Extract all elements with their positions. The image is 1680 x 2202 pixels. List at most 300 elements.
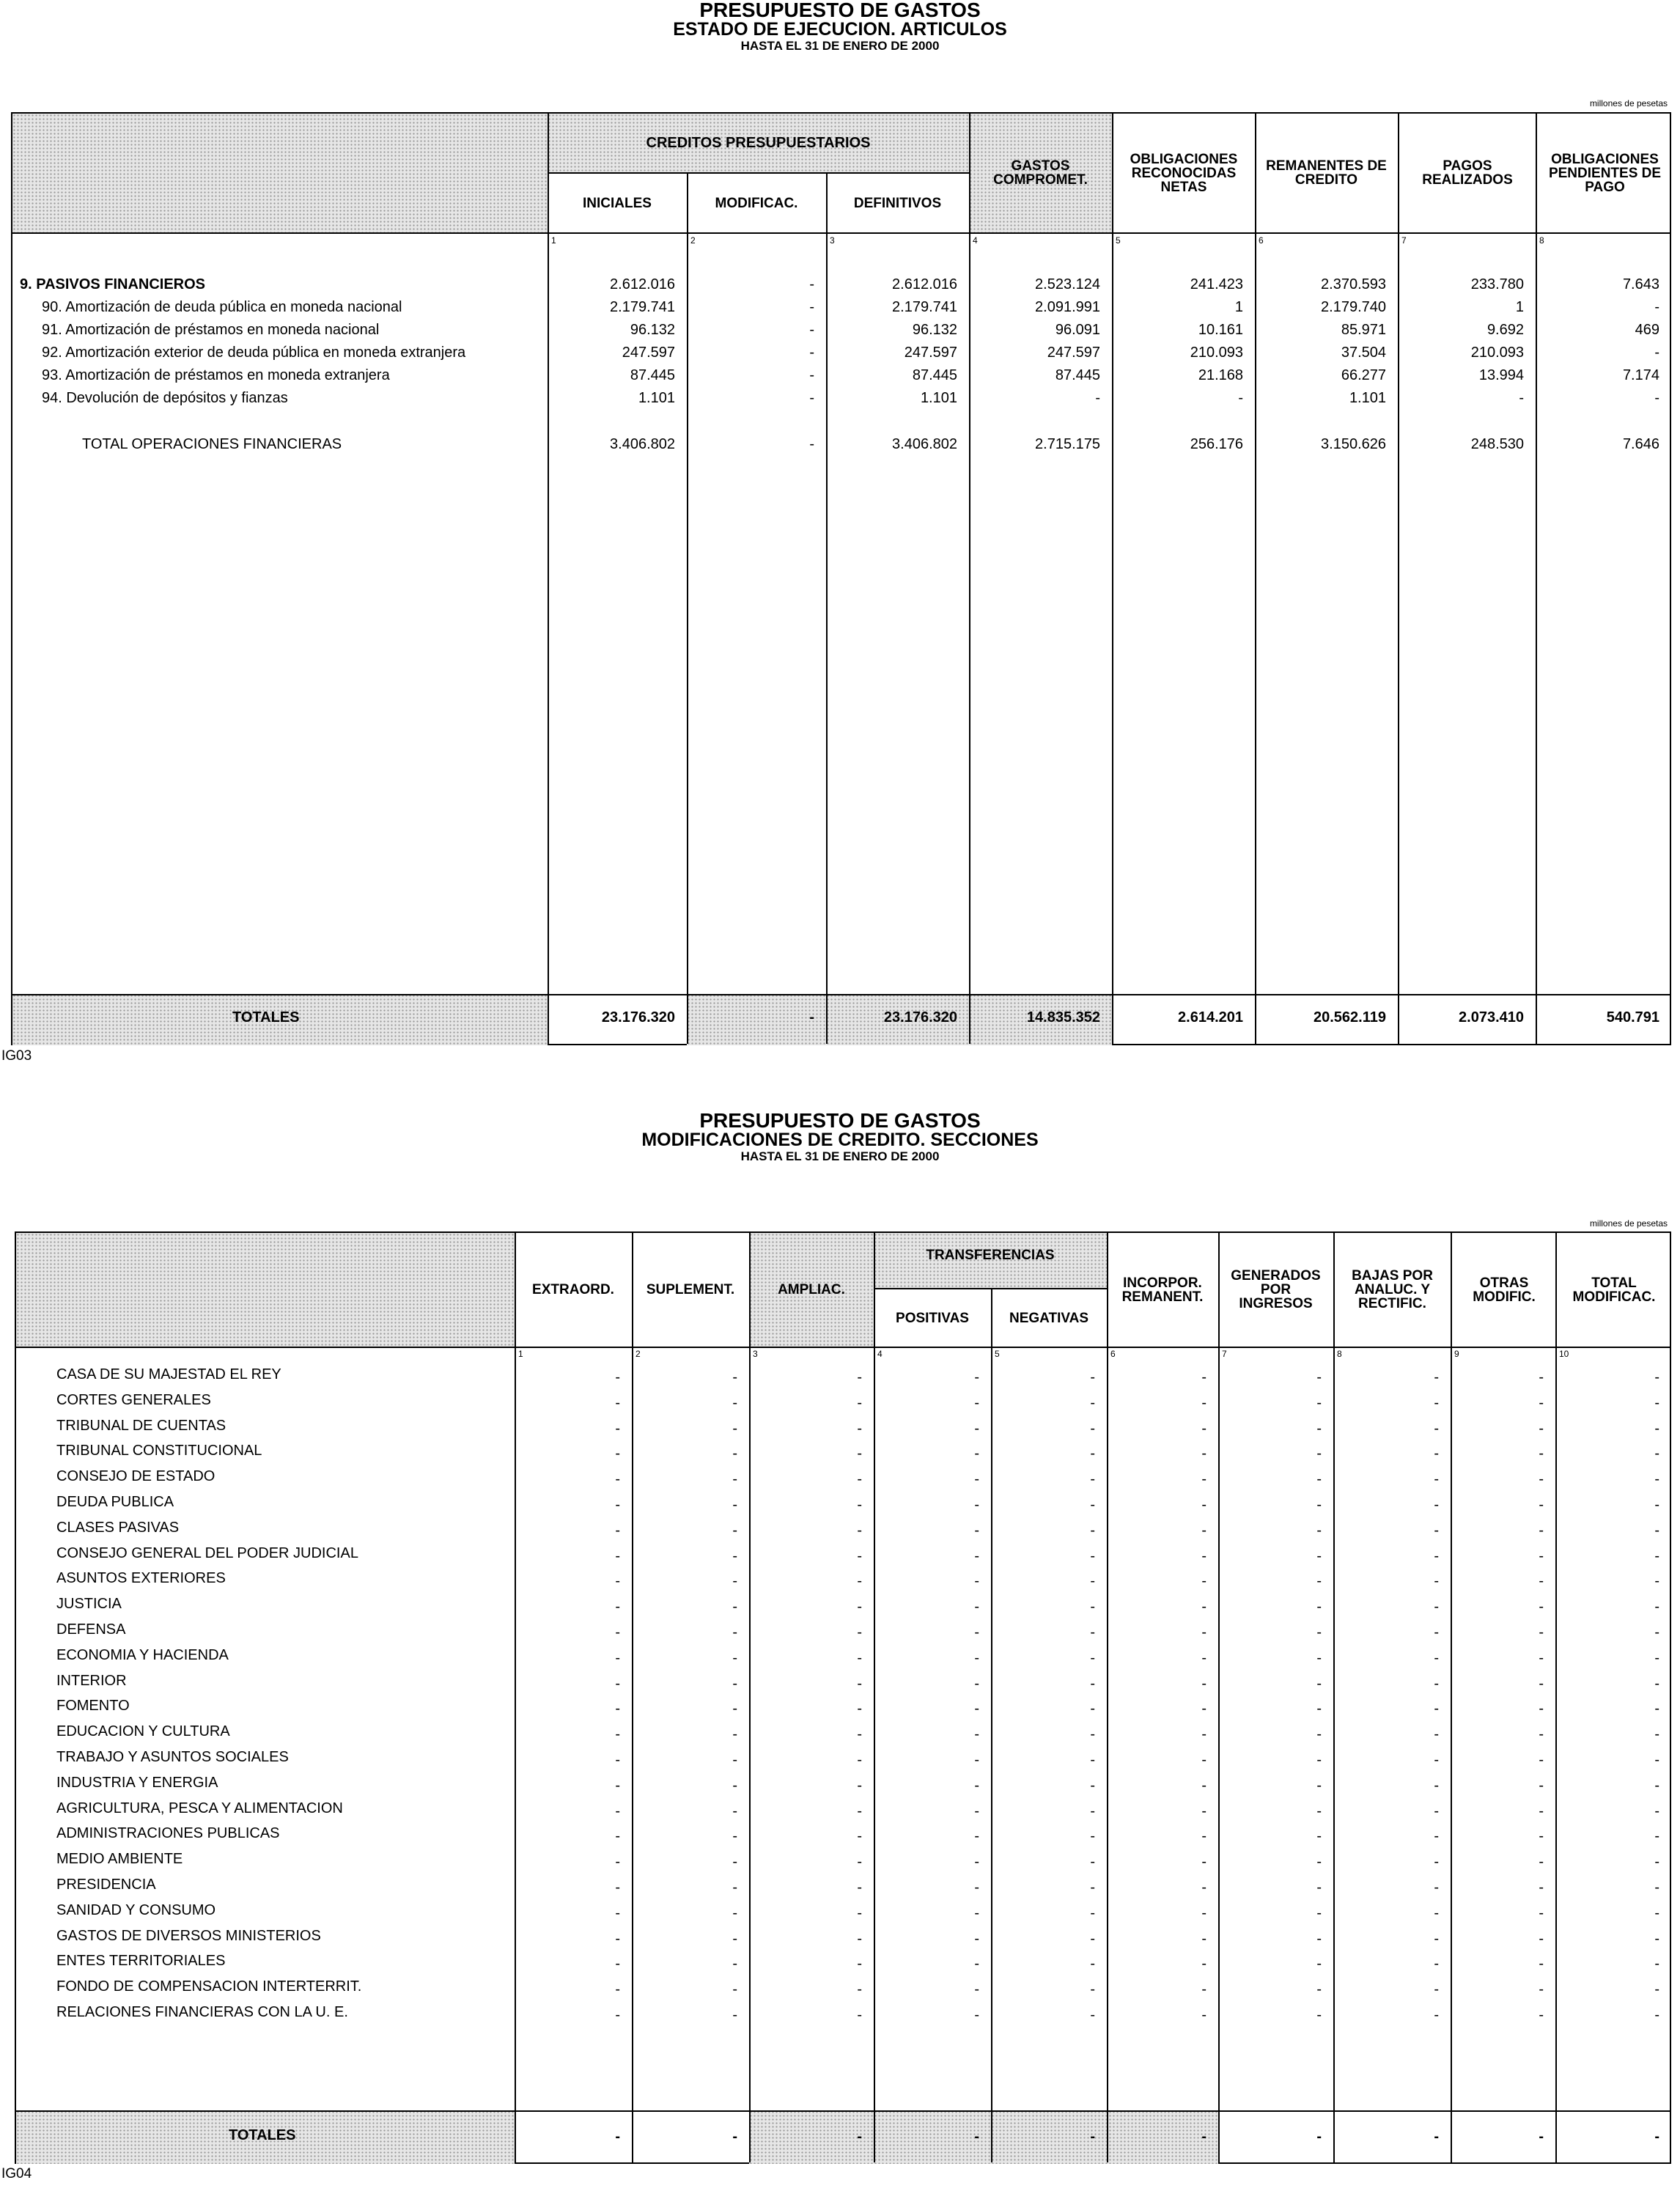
table1-cell: 2.523.124 [1035,276,1100,292]
table1-totals-top [12,994,1670,995]
table1-cell: - [809,367,814,383]
table2-cell: - [732,1547,737,1564]
table2-cell: - [1316,1394,1322,1411]
table2-cell: - [1201,1675,1206,1692]
table2-cell: - [732,1777,737,1794]
table2-cell: - [857,1726,862,1743]
table2-cell: - [1539,1930,1544,1947]
table2-units: millones de pesetas [1589,1218,1668,1229]
table1 [11,112,1671,1045]
table2-header-otras: OTRAS MODIFIC. [1473,1275,1536,1305]
table2-header-total: TOTAL MODIFICAC. [1572,1275,1656,1305]
table2-cell: - [1316,1701,1322,1717]
table2-cell: - [1090,1446,1095,1462]
table2-col-divider [1333,1233,1335,2162]
table1-title: PRESUPUESTO DE GASTOS [699,0,981,21]
table1-row-label: 94. Devolución de depósitos y fianzas [42,390,288,406]
table2-cell: - [1090,1726,1095,1743]
table2-cell: - [1090,1624,1095,1641]
table2-cell: - [1434,1394,1439,1411]
table2-cell: - [857,1956,862,1973]
table2-cell: - [615,1675,620,1692]
table1-col-divider [1112,114,1113,1044]
table2-cell: - [732,1904,737,1921]
table1-row-label: 90. Amortización de deuda pública en moneda nacional [42,299,402,315]
table2-cell: - [1539,1573,1544,1590]
table2-total-cell: - [1201,2129,1206,2145]
table1-cell: 13.994 [1478,367,1524,383]
table2-header-incorpor: INCORPOR. REMANENT. [1121,1275,1204,1305]
table1-cell: 2.715.175 [1035,436,1100,452]
table1-cell: 3.150.626 [1321,436,1386,452]
table2-cell: - [732,1752,737,1768]
table2-cell: - [1654,1879,1659,1896]
table1-row-label: TOTAL OPERACIONES FINANCIERAS [82,436,342,452]
table2-cell: - [1316,1726,1322,1743]
table2-row-label: RELACIONES FINANCIERAS CON LA U. E. [56,2004,348,2020]
table2-col-divider [874,1233,875,2162]
table2-header-extraord: EXTRAORD. [532,1282,614,1297]
table2-cell: - [974,1726,979,1743]
table2-cell: - [1316,1956,1322,1973]
table2-cell: - [732,1981,737,1998]
table1-col-divider [1398,114,1399,1044]
table2-cell: - [1654,1420,1659,1437]
table2-cell: - [1539,1803,1544,1819]
table2-cell: - [1654,1573,1659,1590]
table2-cell: - [1539,1446,1544,1462]
table1-cell: 87.445 [630,367,675,383]
table2-row-label: CONSEJO DE ESTADO [56,1468,215,1485]
table2-cell: - [1654,1624,1659,1641]
table1-col-divider [969,114,970,1044]
table2-cell: - [1434,1649,1439,1666]
table2-cell: - [1201,1394,1206,1411]
table2-total-cell: - [1654,2129,1659,2145]
table2-cell: - [1201,1854,1206,1871]
table2-row-label: ASUNTOS EXTERIORES [56,1570,226,1587]
table1-cell: - [809,299,814,315]
table2-cell: - [732,1649,737,1666]
table1-cell: - [1095,390,1100,406]
table2-cell: - [1539,1394,1544,1411]
table2-cell: - [1434,1981,1439,1998]
table2-cell: - [615,1828,620,1845]
table2-cell: - [1090,1547,1095,1564]
table1-cell: 1.101 [920,390,957,406]
table2-cell: - [857,1522,862,1539]
table1-col-number: 6 [1259,235,1264,246]
table1-cell: 241.423 [1190,276,1243,292]
table2-cell: - [1201,1420,1206,1437]
table2-cell: - [974,1879,979,1896]
table2-header-positivas: POSITIVAS [896,1310,969,1326]
table1-cell: 210.093 [1190,345,1243,361]
table1-cell: 233.780 [1470,276,1524,292]
table2-cell: - [974,1599,979,1616]
table2-cell: - [1434,1828,1439,1845]
table1-cell: 247.597 [1047,345,1100,361]
table1-col-divider [1255,114,1256,1044]
table2-cell: - [1090,1879,1095,1896]
table1-cell: 2.179.741 [892,299,957,315]
table2-cell: - [1316,1497,1322,1513]
table2-col-divider [991,1288,992,2162]
table2-cell: - [1654,1675,1659,1692]
table1-col-divider [1536,114,1537,1044]
table2-cell: - [1201,1726,1206,1743]
table2-cell: - [1654,1752,1659,1768]
table2-row-label: CASA DE SU MAJESTAD EL REY [56,1366,281,1382]
table1-col-number: 7 [1401,235,1407,246]
table2-cell: - [1434,1726,1439,1743]
table2-cell: - [1434,1471,1439,1488]
table2-cell: - [857,1446,862,1462]
table1-cell: 87.445 [912,367,957,383]
table2-cell: - [1539,1726,1544,1743]
table2-cell: - [1434,1803,1439,1819]
table2-cell: - [1316,1420,1322,1437]
table2-cell: - [1539,2007,1544,2023]
table1-col-number: 2 [690,235,696,246]
table2-cell: - [974,1904,979,1921]
table2-cell: - [857,1675,862,1692]
table2-cell: - [1090,1471,1095,1488]
table2-cell: - [732,1446,737,1462]
table2-row-label: FOMENTO [56,1698,130,1715]
table2-cell: - [1434,1624,1439,1641]
table1-cell: 66.277 [1341,367,1386,383]
table2-period: HASTA EL 31 DE ENERO DE 2000 [740,1149,940,1163]
table2-cell: - [1201,1369,1206,1385]
table1-col-number: 4 [973,235,978,246]
table2-cell: - [732,1726,737,1743]
table2-cell: - [1654,1369,1659,1385]
table2-row-label: TRABAJO Y ASUNTOS SOCIALES [56,1749,289,1765]
table1-cell: - [809,276,814,292]
table1-units: millones de pesetas [1589,98,1668,108]
table2-cell: - [1434,1675,1439,1692]
table1-col-number: 8 [1539,235,1544,246]
table2-cell: - [1316,1904,1322,1921]
table2-col-number: 7 [1222,1349,1227,1359]
table2-row-label: INTERIOR [56,1672,127,1689]
table1-col-number: 5 [1116,235,1121,246]
table2-cell: - [974,1369,979,1385]
table2-cell: - [1316,1752,1322,1768]
table2-row-label: GASTOS DE DIVERSOS MINISTERIOS [56,1927,321,1944]
table2-col-divider [515,1233,516,2162]
table2-cell: - [732,1599,737,1616]
table2-cell: - [857,1599,862,1616]
table2-cell: - [857,1369,862,1385]
table2-cell: - [1539,1649,1544,1666]
table2-row-label: MEDIO AMBIENTE [56,1851,183,1868]
table2-cell: - [1090,1497,1095,1513]
table1-cell: 1 [1515,299,1524,315]
table2-cell: - [974,1547,979,1564]
table2-total-cell: - [974,2129,979,2145]
table1-cell: 210.093 [1470,345,1524,361]
table2-cell: - [615,1752,620,1768]
table2-cell: - [974,1624,979,1641]
table2-cell: - [974,1930,979,1947]
table2-cell: - [974,1649,979,1666]
table2-cell: - [1434,1956,1439,1973]
table2-cell: - [615,1726,620,1743]
table2-header-ampliac: AMPLIAC. [778,1282,845,1297]
table1-row-label: 9. PASIVOS FINANCIEROS [20,276,206,292]
table2-cell: - [1654,2007,1659,2023]
table1-cell: - [809,345,814,361]
table2-cell: - [857,1701,862,1717]
table1-cell: 7.174 [1622,367,1659,383]
table2-cell: - [615,1573,620,1590]
table2-cell: - [1090,1394,1095,1411]
table2-total-cell: - [857,2129,862,2145]
table1-header-modificac: MODIFICAC. [715,195,798,211]
table2-cell: - [1201,1649,1206,1666]
table2-cell: - [857,2007,862,2023]
table2-cell: - [1201,1547,1206,1564]
table2-cell: - [732,1956,737,1973]
table2-cell: - [1434,2007,1439,2023]
table2-cell: - [1316,1854,1322,1871]
table2-cell: - [615,1649,620,1666]
table2-cell: - [615,1803,620,1819]
table2-cell: - [857,1777,862,1794]
table2-cell: - [857,1547,862,1564]
table2-cell: - [1539,1522,1544,1539]
table2-cell: - [1201,2007,1206,2023]
table2-col-number: 1 [518,1349,523,1359]
table2-header-bottom [16,1347,1670,1348]
table2-cell: - [1201,1930,1206,1947]
table2-header-bajas: BAJAS POR ANALUC. Y RECTIFIC. [1352,1268,1433,1311]
table2-cell: - [615,1369,620,1385]
table1-col-number: 1 [551,235,556,246]
table1-code: IG03 [1,1048,32,1064]
table2-row-label: TRIBUNAL DE CUENTAS [56,1417,226,1434]
table1-total-cell: 540.791 [1606,1009,1659,1025]
table2-cell: - [732,1522,737,1539]
table2-cell: - [1654,1599,1659,1616]
table2-cell: - [1201,1904,1206,1921]
table2-cell: - [1539,1879,1544,1896]
table2-cell: - [857,1879,862,1896]
table2-cell: - [615,1599,620,1616]
table2-cell: - [615,1879,620,1896]
table2-cell: - [974,1981,979,1998]
table2-cell: - [1316,1828,1322,1845]
table1-cell: 37.504 [1341,345,1386,361]
table1-period: HASTA EL 31 DE ENERO DE 2000 [740,39,940,53]
table2-cell: - [1316,1649,1322,1666]
table2-cell: - [615,1446,620,1462]
table2-col-number: 6 [1110,1349,1116,1359]
table2-cell: - [1654,1777,1659,1794]
table2-header-negativas: NEGATIVAS [1009,1310,1089,1326]
table2-row-label: FONDO DE COMPENSACION INTERTERRIT. [56,1978,362,1995]
table2-cell: - [857,1649,862,1666]
table1-row-label: 92. Amortización exterior de deuda pública en moneda extranjera [42,345,466,361]
table2-cell: - [1090,2007,1095,2023]
table2-cell: - [857,1471,862,1488]
table2-cell: - [615,1956,620,1973]
table1-header-iniciales: INICIALES [583,195,652,211]
table2-cell: - [1539,1624,1544,1641]
table2-cell: - [1434,1879,1439,1896]
table2-cell: - [1316,1547,1322,1564]
table1-cell: 1.101 [638,390,675,406]
table2-title: PRESUPUESTO DE GASTOS [699,1109,981,1132]
table1-cell: 3.406.802 [892,436,957,452]
table2-cell: - [732,1573,737,1590]
table2-total-cell: - [732,2129,737,2145]
table1-cell: - [1519,390,1524,406]
table1-cell: 85.971 [1341,322,1386,338]
table1-cell: - [809,390,814,406]
table2-cell: - [974,1497,979,1513]
table2-header-generados: GENERADOS POR INGRESOS [1231,1268,1321,1311]
table1-header-obligaciones: OBLIGACIONES RECONOCIDAS NETAS [1130,151,1238,195]
table1-col-divider [548,114,549,1044]
table1-header-pendientes: OBLIGACIONES PENDIENTES DE PAGO [1548,151,1662,195]
table2-subtitle: MODIFICACIONES DE CREDITO. SECCIONES [641,1130,1039,1150]
table2-header-shade [16,1233,515,1347]
table2-cell: - [1434,1904,1439,1921]
table2-cell: - [857,1930,862,1947]
table2-cell: - [615,1547,620,1564]
table2-cell: - [615,1701,620,1717]
table1-cell: 21.168 [1198,367,1243,383]
table1-cell: 247.597 [904,345,957,361]
table2-row-label: EDUCACION Y CULTURA [56,1723,230,1740]
table2-cell: - [1316,1930,1322,1947]
table2-cell: - [1201,1752,1206,1768]
table1-header-shade [12,114,548,232]
table2-cell: - [974,1701,979,1717]
table1-total-cell: - [809,1009,814,1025]
table2-row-label: DEUDA PUBLICA [56,1494,174,1510]
table2-cell: - [1090,1369,1095,1385]
table2-row-label: ENTES TERRITORIALES [56,1953,226,1970]
table1-title-block [0,0,1680,54]
table2-total-cell: - [1539,2129,1544,2145]
table2-total-cell: - [615,2129,620,2145]
table2-cell: - [1539,1701,1544,1717]
table2-cell: - [732,1624,737,1641]
table2-cell: - [732,1471,737,1488]
table1-cell: 10.161 [1198,322,1243,338]
table2-cell: - [857,1752,862,1768]
table2-row-label: CONSEJO GENERAL DEL PODER JUDICIAL [56,1544,358,1561]
table2-col-divider [1218,1233,1220,2162]
table2-cell: - [615,1497,620,1513]
table1-total-cell: 14.835.352 [1026,1009,1100,1025]
table1-row-label: 91. Amortización de préstamos en moneda nacional [42,322,380,338]
table2-cell: - [1654,1701,1659,1717]
table2-cell: - [732,1394,737,1411]
table1-cell: 2.370.593 [1321,276,1386,292]
table2-cell: - [857,1904,862,1921]
table1-cell: 96.132 [630,322,675,338]
table2-cell: - [615,1624,620,1641]
table2-cell: - [1090,1573,1095,1590]
table2-cell: - [1201,1803,1206,1819]
table2-row-label: ECONOMIA Y HACIENDA [56,1646,229,1663]
table2-row-label: TRIBUNAL CONSTITUCIONAL [56,1443,262,1459]
table2-cell: - [974,1522,979,1539]
table2-col-number: 2 [635,1349,641,1359]
table1-cell: - [809,436,814,452]
table2-cell: - [1654,1981,1659,1998]
table2-group-header: TRANSFERENCIAS [926,1247,1055,1263]
table2-cell: - [1316,1446,1322,1462]
table1-total-cell: 2.073.410 [1459,1009,1524,1025]
table2-cell: - [1434,1599,1439,1616]
table2-cell: - [1090,1675,1095,1692]
table2-cell: - [1654,1394,1659,1411]
table2-row-label: DEFENSA [56,1621,126,1638]
table1-header-gastos: GASTOS COMPROMET. [993,158,1088,188]
table2-cell: - [974,1394,979,1411]
table1-cell: 2.179.741 [610,299,675,315]
table2-cell: - [1316,1803,1322,1819]
table2-cell: - [1316,1777,1322,1794]
table2-total-cell: - [1316,2129,1322,2145]
table2-cell: - [615,1420,620,1437]
table2-cell: - [732,1854,737,1871]
table2-cell: - [1654,1547,1659,1564]
table2-cell: - [1090,1599,1095,1616]
table2-cell: - [1201,1471,1206,1488]
table2-cell: - [857,1497,862,1513]
table1-total-cell: 20.562.119 [1314,1009,1386,1025]
table2-cell: - [1316,2007,1322,2023]
table2-cell: - [974,1471,979,1488]
table2-cell: - [974,1803,979,1819]
table2-cell: - [1539,1956,1544,1973]
table2-cell: - [1316,1369,1322,1385]
table1-header-remanentes: REMANENTES DE CREDITO [1266,158,1387,188]
table2-cell: - [732,1497,737,1513]
table2-cell: - [1434,1420,1439,1437]
table2-cell: - [1201,1777,1206,1794]
table2-cell: - [1090,1701,1095,1717]
table2-cell: - [1316,1675,1322,1692]
table2-cell: - [974,1446,979,1462]
table2-col-number: 4 [877,1349,883,1359]
table2-cell: - [857,1981,862,1998]
table1-cell: 7.643 [1622,276,1659,292]
table2-cell: - [974,2007,979,2023]
table2-cell: - [1090,1803,1095,1819]
table2-cell: - [857,1854,862,1871]
table2-cell: - [857,1624,862,1641]
table2-cell: - [1539,1904,1544,1921]
table2-cell: - [1201,1599,1206,1616]
table1-cell: 1 [1234,299,1243,315]
table2-cell: - [1316,1573,1322,1590]
table2-col-number: 10 [1559,1349,1569,1359]
table2-cell: - [1539,1497,1544,1513]
table2-total-cell: - [1090,2129,1095,2145]
table2-cell: - [1090,1981,1095,1998]
table2-cell: - [1090,1420,1095,1437]
table2-totals-label: TOTALES [229,2127,296,2143]
table1-cell: 248.530 [1470,436,1524,452]
